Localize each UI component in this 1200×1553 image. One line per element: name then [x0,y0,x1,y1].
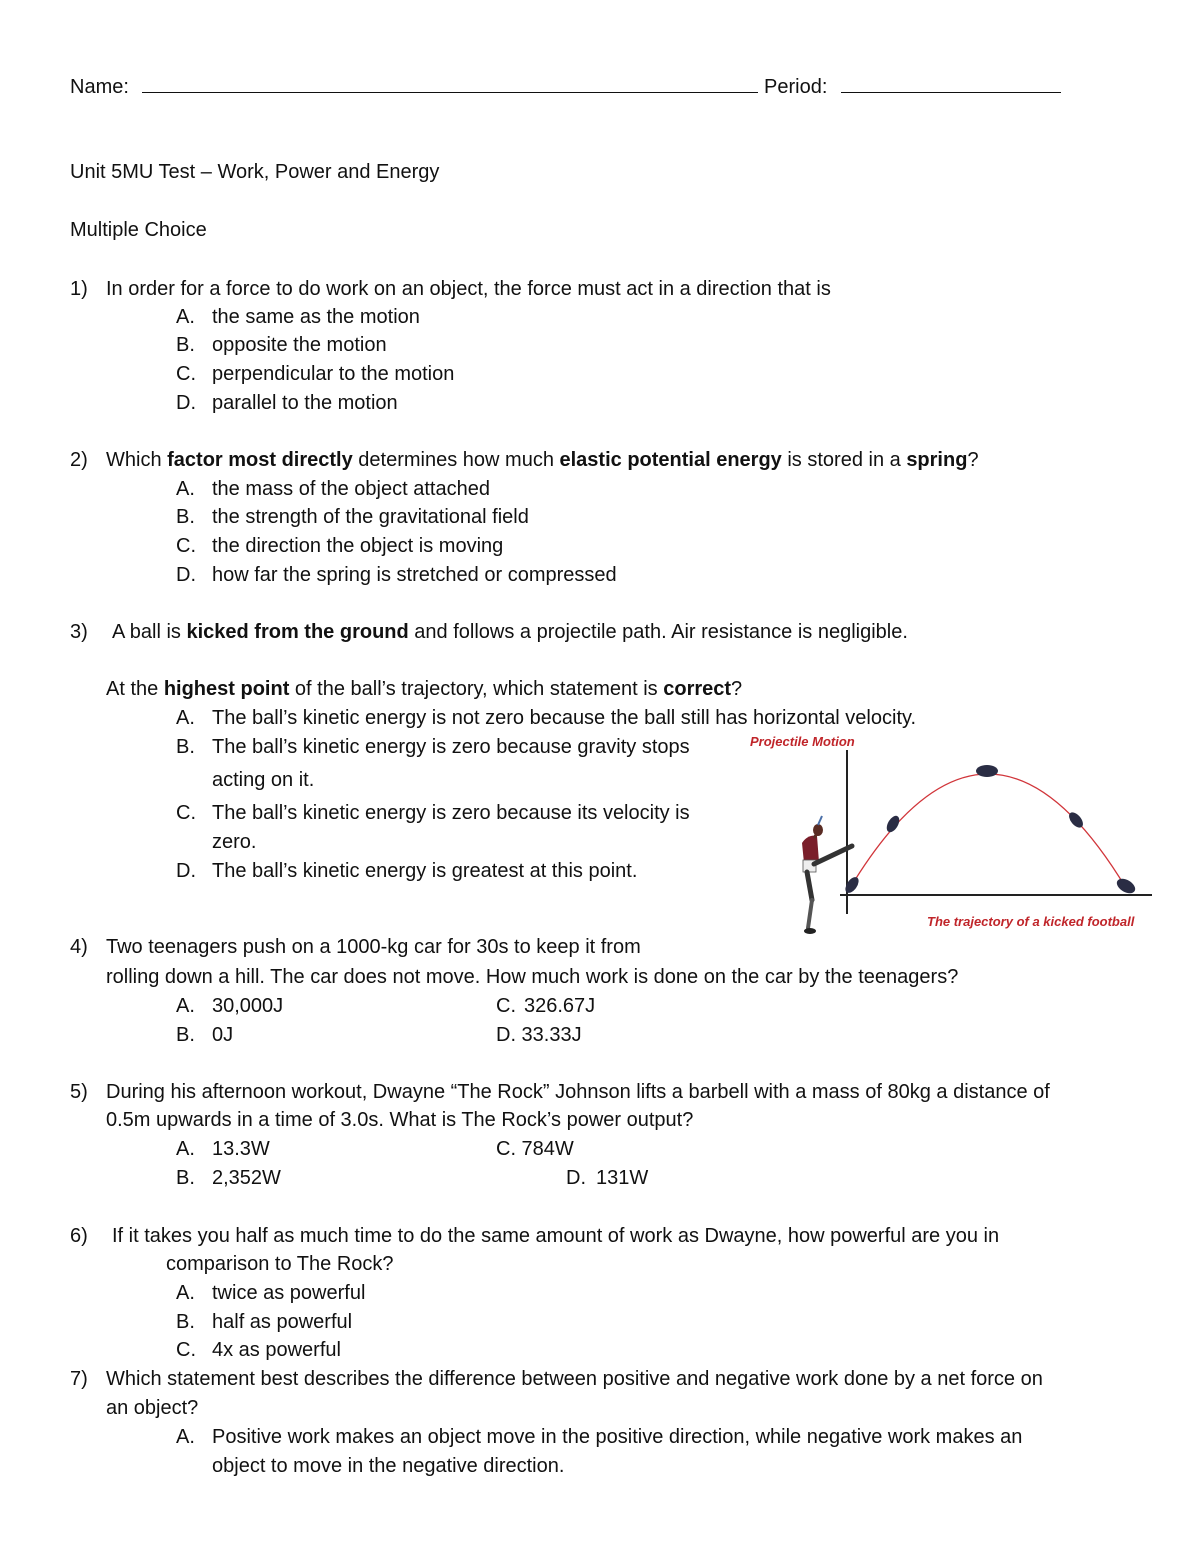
q2-emphasis-spring: spring [906,449,968,471]
q2-stem-part: Which [106,449,168,471]
q3-letter-d: D. [176,860,196,882]
q2-letter-b: B. [176,506,195,528]
q3-option-a: The ball’s kinetic energy is not zero because the ball still has horizontal velocity. [212,707,917,729]
q6-stem-line1: If it takes you half as much time to do the same amount of work as Dwayne, how powerful are you in [112,1225,1000,1247]
q2-option-a: the mass of the object attached [212,478,490,500]
q1-option-d: parallel to the motion [212,392,398,414]
q6-number: 6) [70,1225,88,1247]
q1-letter-a: A. [176,306,195,328]
q1-option-c: perpendicular to the motion [212,363,455,385]
q6-letter-a: A. [176,1282,195,1304]
period-field[interactable] [764,77,1061,97]
q5-stem-line1: During his afternoon workout, Dwayne “The Rock” Johnson lifts a barbell with a mass of 80kg a distance of [106,1081,1050,1103]
q3-sub-part: At the [106,678,164,700]
q4-option-b: 0J [212,1024,234,1046]
q3-stem-part: A ball is [112,621,187,643]
q4-stem-line1: Two teenagers push on a 1000-kg car for 30s to keep it from [106,936,641,958]
q6-option-b: half as powerful [212,1311,353,1333]
football-5 [1114,876,1137,896]
figure-title: Projectile Motion [750,734,855,749]
q3-option-c-line1: The ball’s kinetic energy is zero because its velocity is [212,802,690,824]
q1-option-b: opposite the motion [212,334,387,356]
kicker-figure [802,816,852,934]
football-2 [884,814,902,835]
q4-stem-line2: rolling down a hill. The car does not move. How much work is done on the car by the teenagers? [106,966,959,988]
q6-option-c: 4x as powerful [212,1339,341,1361]
q3-letter-b: B. [176,736,195,758]
q3-stem [112,622,908,642]
q1-number: 1) [70,278,88,300]
q3-subquestion [106,679,742,699]
q2-emphasis-factor: factor most directly [167,449,353,471]
q6-letter-b: B. [176,1311,195,1333]
football-3 [976,765,998,777]
q3-emphasis-correct: correct [663,678,732,700]
q3-emphasis-highest: highest point [163,678,290,700]
q2-letter-a: A. [176,478,195,500]
q5-stem-line2: 0.5m upwards in a time of 3.0s. What is The Rock’s power output? [106,1109,694,1131]
football-1 [843,875,862,895]
q3-number: 3) [70,621,88,643]
q2-stem [106,450,979,470]
name-label: Name: [70,76,129,98]
q1-letter-d: D. [176,392,196,414]
q5-option-c: C. 784W [496,1138,574,1160]
q3-letter-c: C. [176,802,196,824]
q2-option-b: the strength of the gravitational field [212,506,529,528]
q4-option-d: D. 33.33J [496,1024,582,1046]
q2-letter-c: C. [176,535,196,557]
q6-letter-c: C. [176,1339,196,1361]
q5-option-b: 2,352W [212,1167,281,1189]
q4-option-a: 30,000J [212,995,284,1017]
football-markers [843,765,1138,896]
q1-stem: In order for a force to do work on an object, the force must act in a direction that is [106,278,831,300]
period-label: Period: [764,76,828,98]
q3-option-c-line2: zero. [212,831,257,853]
q2-stem-part: ? [967,449,979,471]
q7-stem-line2: an object? [106,1397,199,1419]
q4-option-c: 326.67J [524,995,596,1017]
q1-letter-c: C. [176,363,196,385]
q2-number: 2) [70,449,88,471]
q5-letter-b: B. [176,1167,195,1189]
q1-letter-b: B. [176,334,195,356]
q3-sub-part: ? [731,678,743,700]
test-title: Unit 5MU Test – Work, Power and Energy [70,161,440,183]
q3-option-d: The ball’s kinetic energy is greatest at this point. [212,860,638,882]
q5-option-a: 13.3W [212,1138,270,1160]
q3-stem-part: and follows a projectile path. Air resistance is negligible. [408,621,908,643]
q3-option-b-line2: acting on it. [212,769,315,791]
q5-option-d: 131W [596,1167,649,1189]
q6-stem-line2: comparison to The Rock? [166,1253,394,1275]
q2-letter-d: D. [176,564,196,586]
q7-number: 7) [70,1368,88,1390]
q2-emphasis-epe: elastic potential energy [559,449,782,471]
name-blank[interactable] [142,92,758,93]
q3-option-b-line1: The ball’s kinetic energy is zero because gravity stops [212,736,690,758]
q4-letter-c: C. [496,995,516,1017]
q7-option-a-line2: object to move in the negative direction. [212,1455,565,1477]
q4-number: 4) [70,936,88,958]
q7-option-a-line1: Positive work makes an object move in the positive direction, while negative work makes an [212,1426,1023,1448]
q3-sub-part: of the ball’s trajectory, which statement is [289,678,664,700]
name-field[interactable] [70,77,758,97]
section-heading: Multiple Choice [70,219,207,241]
q1-option-a: the same as the motion [212,306,420,328]
q2-stem-part: determines how much [352,449,560,471]
projectile-motion-figure [750,728,1160,943]
q7-stem-line1: Which statement best describes the difference between positive and negative work done by a net force on [106,1368,1043,1390]
q3-letter-a: A. [176,707,195,729]
period-blank[interactable] [841,92,1061,93]
q4-letter-a: A. [176,995,195,1017]
q6-option-a: twice as powerful [212,1282,366,1304]
figure-caption: The trajectory of a kicked football [927,914,1135,929]
q7-letter-a: A. [176,1426,195,1448]
q4-letter-b: B. [176,1024,195,1046]
q2-option-c: the direction the object is moving [212,535,504,557]
q3-emphasis-kicked: kicked from the ground [186,621,409,643]
q5-letter-d: D. [566,1167,586,1189]
q5-number: 5) [70,1081,88,1103]
q5-letter-a: A. [176,1138,195,1160]
q2-option-d: how far the spring is stretched or compressed [212,564,617,586]
q2-stem-part: is stored in a [781,449,907,471]
